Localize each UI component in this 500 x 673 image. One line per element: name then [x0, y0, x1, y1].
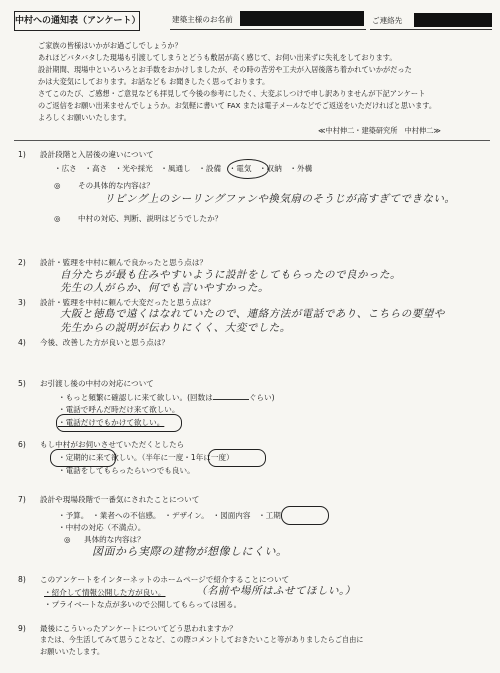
section-divider: [14, 140, 490, 141]
q2-answer-line1: 自分たちが最も住みやすいように設計をしてもらったので良かった。: [60, 269, 401, 281]
q5-frequency-blank[interactable]: [213, 391, 249, 400]
q9-number: 9): [18, 624, 26, 633]
q5-question: お引渡し後の中村の対応について: [40, 379, 154, 388]
q5-option1-suffix: ぐらい): [248, 393, 275, 402]
q9-question: 最後にこういったアンケートについてどう思われますか？: [40, 624, 237, 633]
q5-option3: ・電話だけでもかけて欲しい。: [58, 418, 165, 427]
intro-line: かは大変気にしております。お話なども お聞きしたく思っております。: [38, 77, 270, 86]
q1-sub1-mark: ◎: [54, 181, 61, 190]
q6-number: 6): [18, 440, 26, 449]
q3-question: 設計・監理を中村に頼んで大変だったと思う点は？: [40, 298, 215, 307]
q5-option2: ・電話で呼んだ時だけ来て欲しい。: [58, 405, 180, 414]
intro-line: さてこのたび、ご感想・ご意見なども拝見して今後の参考にしたく、大変ぶしつけで申し訳ありませんが下記アンケート: [38, 89, 426, 98]
q7-sub-mark: ◎: [64, 535, 71, 544]
q5-number: 5): [18, 379, 26, 388]
q1-selected-circle: [227, 159, 269, 179]
q9-line2: お願いいたします。: [40, 647, 105, 656]
q7-sub-answer: 図面から実際の建物が想像しにくい。: [92, 545, 288, 558]
q4-question: 今後、改善した方が良いと思う点は？: [40, 338, 170, 347]
q5-selected-circle: [56, 414, 182, 432]
q1-sub1-label: その具体的な内容は？: [78, 181, 154, 190]
q4-number: 4): [18, 338, 26, 347]
q6-question: もし中村がお伺いさせていただくとしたら: [40, 440, 185, 449]
intro-line: 設計期間、現場中といろいろとお手数をおかけしましたが、その時の苦労や工夫が入居後落ち着かれていかがだった: [38, 65, 412, 74]
q8-option2: ・プライベートな点が多いので公開してもらっては困る。: [44, 600, 242, 609]
q1-number: 1): [18, 150, 26, 159]
signature: ≪中村伸二・建築研究所 中村伸二≫: [318, 126, 441, 135]
q1-options: ・広さ ・高さ ・光や採光 ・風通し ・設備 ・電気 ・収納 ・外構: [54, 164, 313, 173]
intro-line: のご返信をお願い出来ませんでしょうか。お気軽に書いて FAX または電子メールなどでご返送をいただければと思います。: [38, 101, 437, 110]
address-label: ご連絡先: [372, 16, 403, 25]
q1-sub2-label: 中村の対応、判断、説明はどうでしたか？: [78, 214, 223, 223]
q8-option1-note: （名前や場所はふせてほしい。）: [196, 585, 356, 597]
client-name-underline: [170, 29, 366, 30]
q2-question: 設計・監理を中村に頼んで良かったと思う点は？: [40, 258, 208, 267]
q8-option1: ・紹介して情報公開した方が良い。: [44, 588, 166, 597]
q1-question: 設計段階と入居後の違いについて: [40, 150, 154, 159]
q7-number: 7): [18, 495, 26, 504]
q2-number: 2): [18, 258, 26, 267]
form-title: 中村への通知表（アンケート）: [14, 11, 140, 31]
q7-options-row1: ・予算。 ・業者への不信感。 ・デザイン。 ・図面内容 ・工期: [58, 511, 281, 520]
q2-answer-line2: 先生の人がらか、何でも言いやすかった。: [60, 282, 269, 294]
q5-option1: [58, 391, 275, 403]
client-name-label: 建築主様のお名前: [172, 15, 233, 24]
q5-option1-text: ・もっと頻繁に確認しに来て欲しい。(回数は: [58, 393, 213, 402]
intro-line: ご家族の皆様はいかがお過ごしでしょうか？: [38, 41, 182, 50]
q9-line1: または、今生活してみて思うことなど、この際コメントしておきたいこと等がありましたらご自由に: [40, 635, 364, 644]
q1-sub2-mark: ◎: [54, 214, 61, 223]
q3-answer-line1: 大阪と徳島で遠くはなれていたので、連絡方法が電話であり、こちらの要望や: [60, 308, 445, 320]
q3-number: 3): [18, 298, 26, 307]
q6-option1: ・定期的に来て欲しい。（半年に一度・1年に一度）: [58, 453, 234, 462]
q7-sub-label: 具体的な内容は？: [84, 535, 145, 544]
client-name-redaction: [240, 11, 364, 26]
q6-option2: ・電話をしてもらったらいつでも良い。: [58, 466, 195, 475]
q6-selected-circle-b: [208, 449, 266, 467]
address-redaction: [414, 13, 492, 27]
q8-question: このアンケートをインターネットのホームページで紹介することについて: [40, 575, 290, 584]
q3-answer-line2: 先生からの説明が伝わりにくく、大変でした。: [60, 322, 291, 334]
q1-sub1-answer: リビング上のシーリングファンや換気扇のそうじが高すぎてできない。: [104, 193, 456, 205]
q7-selected-circle: [281, 506, 329, 525]
q7-options-row2: ・中村の対応（不満点）。: [58, 523, 146, 532]
address-underline: [370, 29, 492, 30]
intro-line: あれほどバタバタした現場も引渡してしまうとどうも敷居が高く感じて、お伺い出来ずに失礼をしております。: [38, 53, 397, 62]
q8-number: 8): [18, 575, 26, 584]
q7-question: 設計や現場段階で一番気にされたことについて: [40, 495, 200, 504]
intro-line: よろしくお願いいたします。: [38, 113, 131, 122]
